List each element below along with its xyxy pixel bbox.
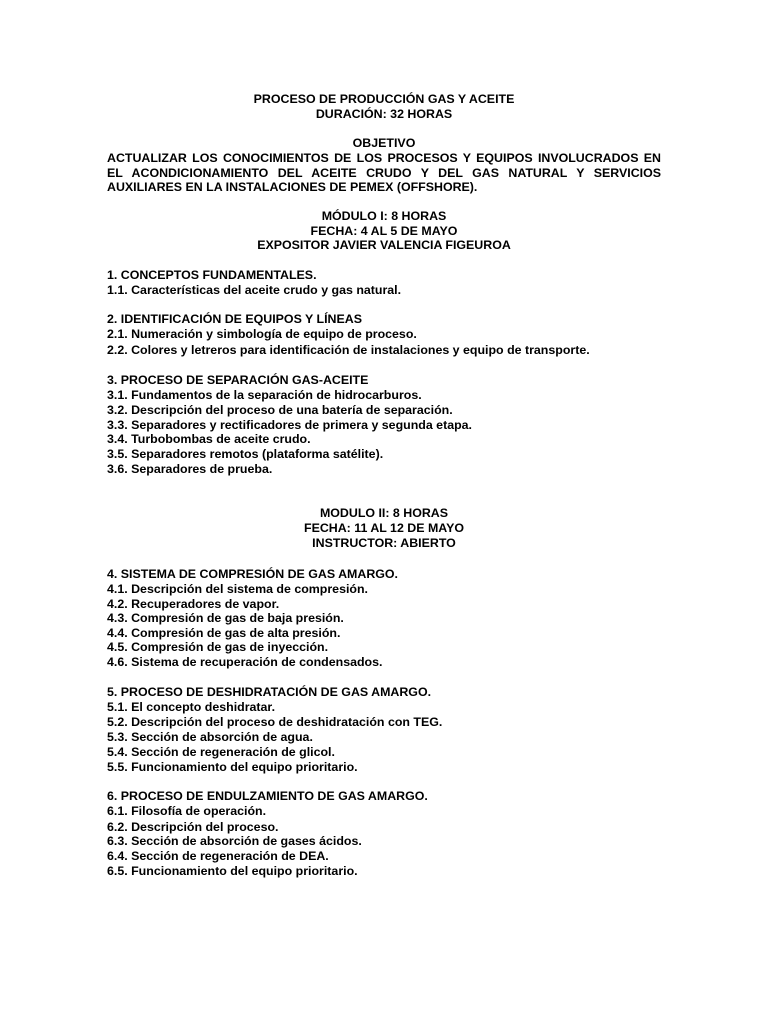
- section-item: 6.5. Funcionamiento del equipo prioritario.: [107, 864, 358, 878]
- section-item: 4.6. Sistema de recuperación de condensados.: [107, 655, 383, 669]
- section-item: 6.1. Filosofía de operación.: [107, 804, 267, 818]
- section-heading: 2. IDENTIFICACIÓN DE EQUIPOS Y LÍNEAS: [107, 312, 362, 326]
- module-1-date: FECHA: 4 AL 5 DE MAYO: [310, 224, 458, 238]
- module-1-title: MÓDULO I: 8 HORAS: [321, 209, 447, 223]
- section-item: 4.4. Compresión de gas de alta presión.: [107, 626, 341, 640]
- module-2-presenter: INSTRUCTOR: ABIERTO: [312, 536, 456, 550]
- section-heading: 4. SISTEMA DE COMPRESIÓN DE GAS AMARGO.: [107, 567, 398, 581]
- section-heading: 1. CONCEPTOS FUNDAMENTALES.: [107, 268, 317, 282]
- section-item: 6.3. Sección de absorción de gases ácidos.: [107, 834, 362, 848]
- section-item: 6.2. Descripción del proceso.: [107, 820, 279, 834]
- section-item: 4.1. Descripción del sistema de compresión.: [107, 582, 368, 596]
- module-2-title: MODULO II: 8 HORAS: [319, 506, 449, 520]
- module-2-date: FECHA: 11 AL 12 DE MAYO: [304, 521, 464, 535]
- section-heading: 3. PROCESO DE SEPARACIÓN GAS-ACEITE: [107, 373, 369, 387]
- section-item: 5.5. Funcionamiento del equipo prioritario.: [107, 760, 358, 774]
- section-item: 2.1. Numeración y simbología de equipo de proceso.: [107, 327, 417, 341]
- section-item: 3.4. Turbobombas de aceite crudo.: [107, 432, 311, 446]
- section-item: 2.2. Colores y letreros para identificación de instalaciones y equipo de transporte.: [107, 343, 590, 357]
- document-title: PROCESO DE PRODUCCIÓN GAS Y ACEITE: [253, 92, 515, 106]
- section-item: 3.5. Separadores remotos (plataforma satélite).: [107, 447, 384, 461]
- objective-line: EL ACONDICIONAMIENTO DEL ACEITE CRUDO Y DEL GAS NATURAL Y SERVICIOS: [107, 166, 661, 180]
- section-item: 5.2. Descripción del proceso de deshidratación con TEG.: [107, 715, 443, 729]
- section-item: 4.5. Compresión de gas de inyección.: [107, 640, 329, 654]
- section-item: 6.4. Sección de regeneración de DEA.: [107, 849, 329, 863]
- objective-line: AUXILIARES EN LA INSTALACIONES DE PEMEX (OFFSHORE).: [107, 180, 478, 194]
- section-item: 3.6. Separadores de prueba.: [107, 462, 273, 476]
- section-item: 5.3. Sección de absorción de agua.: [107, 730, 313, 744]
- section-item: 4.2. Recuperadores de vapor.: [107, 597, 280, 611]
- course-duration: DURACIÓN: 32 HORAS: [315, 107, 453, 121]
- objective-line: ACTUALIZAR LOS CONOCIMIENTOS DE LOS PROCESOS Y EQUIPOS INVOLUCRADOS EN: [107, 151, 661, 165]
- section-item: 5.4. Sección de regeneración de glicol.: [107, 745, 335, 759]
- section-heading: 5. PROCESO DE DESHIDRATACIÓN DE GAS AMARGO.: [107, 685, 432, 699]
- section-heading: 6. PROCESO DE ENDULZAMIENTO DE GAS AMARGO.: [107, 789, 428, 803]
- section-item: 1.1. Características del aceite crudo y gas natural.: [107, 283, 402, 297]
- section-item: 4.3. Compresión de gas de baja presión.: [107, 611, 344, 625]
- module-1-presenter: EXPOSITOR JAVIER VALENCIA FIGEUROA: [257, 238, 511, 252]
- objective-heading: OBJETIVO: [352, 136, 416, 150]
- section-item: 3.3. Separadores y rectificadores de primera y segunda etapa.: [107, 418, 472, 432]
- section-item: 3.2. Descripción del proceso de una batería de separación.: [107, 403, 453, 417]
- section-item: 3.1. Fundamentos de la separación de hidrocarburos.: [107, 388, 422, 402]
- section-item: 5.1. El concepto deshidratar.: [107, 700, 276, 714]
